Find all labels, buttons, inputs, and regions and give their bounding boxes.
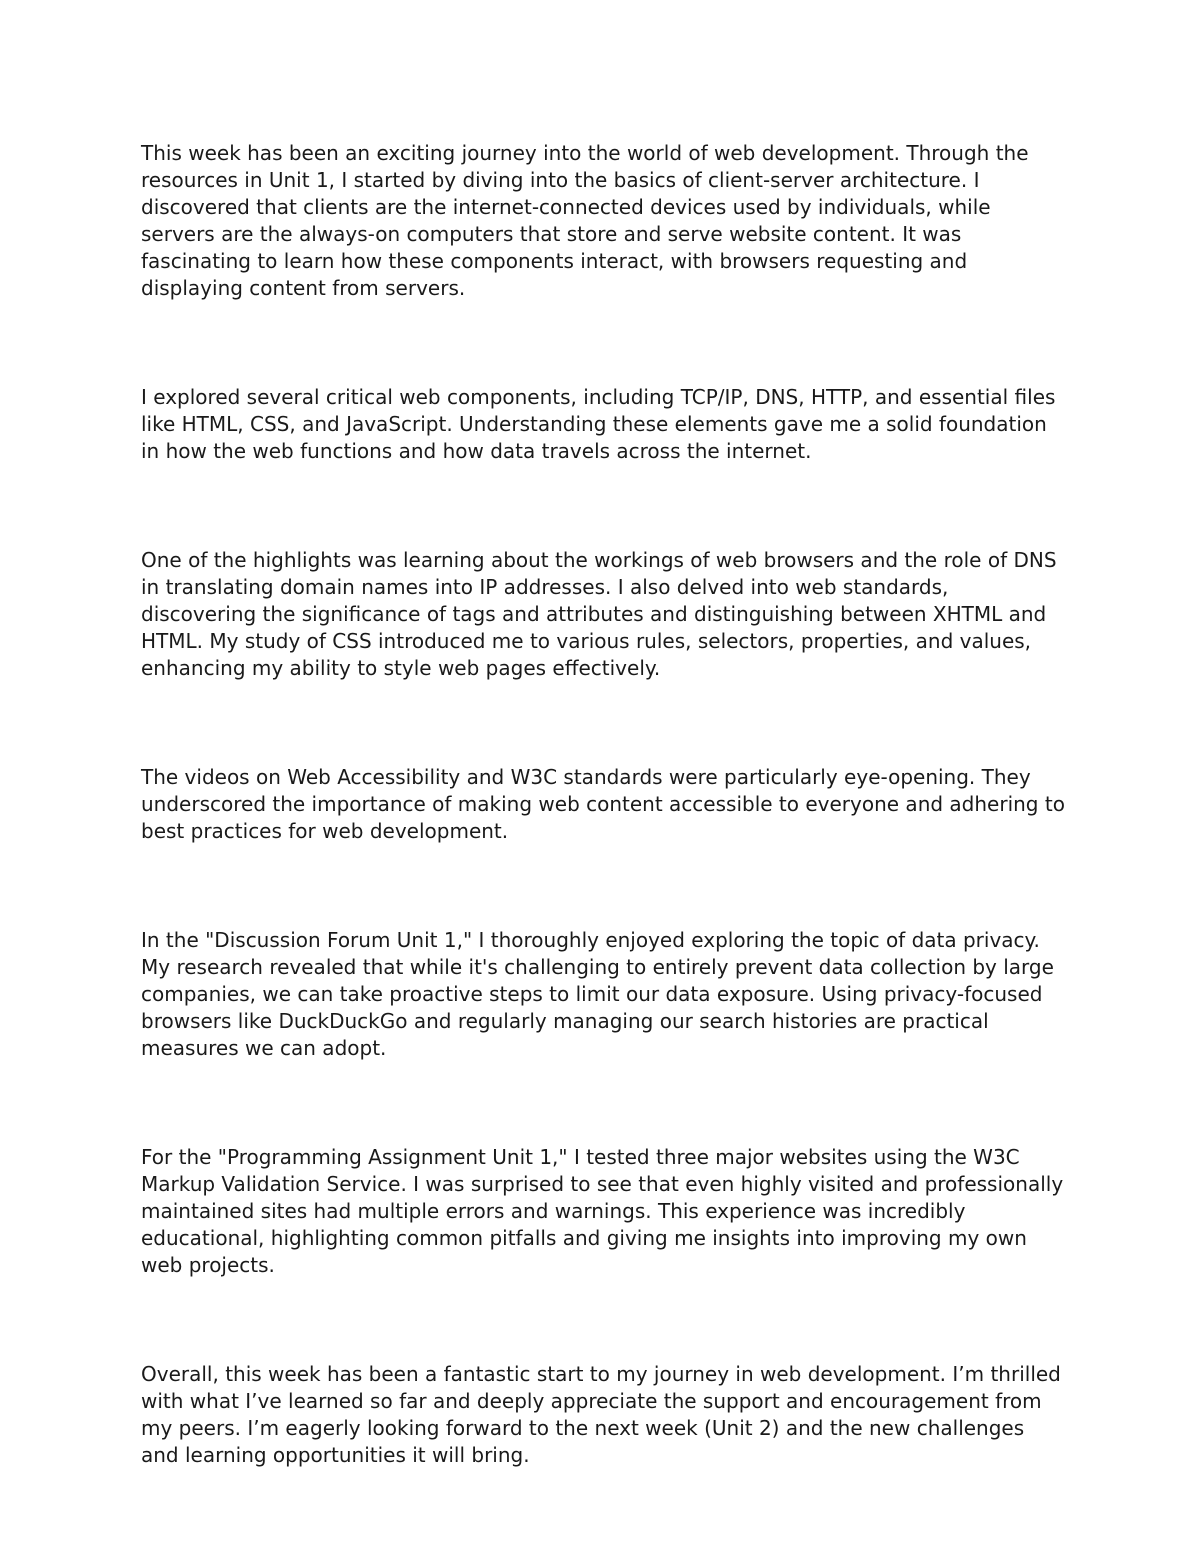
document-body xyxy=(141,140,1066,1551)
paragraph-intro: This week has been an exciting journey into the world of web development. Through the resources in Unit 1, I started by diving into the basics of client-server architecture. I discovered that clients are the internet-connected devices used by individuals, while servers are the always-on computers that store and serve website content. It was fascinating to learn how these components interact, with browsers requesting and displaying content from servers. xyxy=(141,141,1029,300)
paragraph-accessibility: The videos on Web Accessibility and W3C standards were particularly eye-opening. They underscored the importance of making web content accessible to everyone and adhering to best practices for web development. xyxy=(141,765,1065,843)
paragraph-conclusion: Overall, this week has been a fantastic start to my journey in web development. I’m thrilled with what I’ve learned so far and deeply appreciate the support and encouragement from my peers. I’m eagerly looking forward to the next week (Unit 2) and the new challenges and learning opportunities it will bring. xyxy=(141,1362,1061,1467)
paragraph-discussion-forum: In the "Discussion Forum Unit 1," I thoroughly enjoyed exploring the topic of data privacy. My research revealed that while it's challenging to entirely prevent data collection by large companies, we can take proactive steps to limit our data exposure. Using privacy-focused browsers like DuckDuckGo and regularly managing our search histories are practical measures we can adopt. xyxy=(141,928,1054,1060)
paragraph-web-components: I explored several critical web components, including TCP/IP, DNS, HTTP, and essential files like HTML, CSS, and JavaScript. Understanding these elements gave me a solid foundation in how the web functions and how data travels across the internet. xyxy=(141,385,1056,463)
paragraph-programming-assignment: For the "Programming Assignment Unit 1," I tested three major websites using the W3C Markup Validation Service. I was surprised to see that even highly visited and professionally maintained sites had multiple errors and warnings. This experience was incredibly educational, highlighting common pitfalls and giving me insights into improving my own web projects. xyxy=(141,1145,1064,1277)
paragraph-browsers-dns: One of the highlights was learning about the workings of web browsers and the role of DNS in translating domain names into IP addresses. I also delved into web standards, discovering the significance of tags and attributes and distinguishing between XHTML and HTML. My study of CSS introduced me to various rules, selectors, properties, and values, enhancing my ability to style web pages effectively. xyxy=(141,548,1057,680)
